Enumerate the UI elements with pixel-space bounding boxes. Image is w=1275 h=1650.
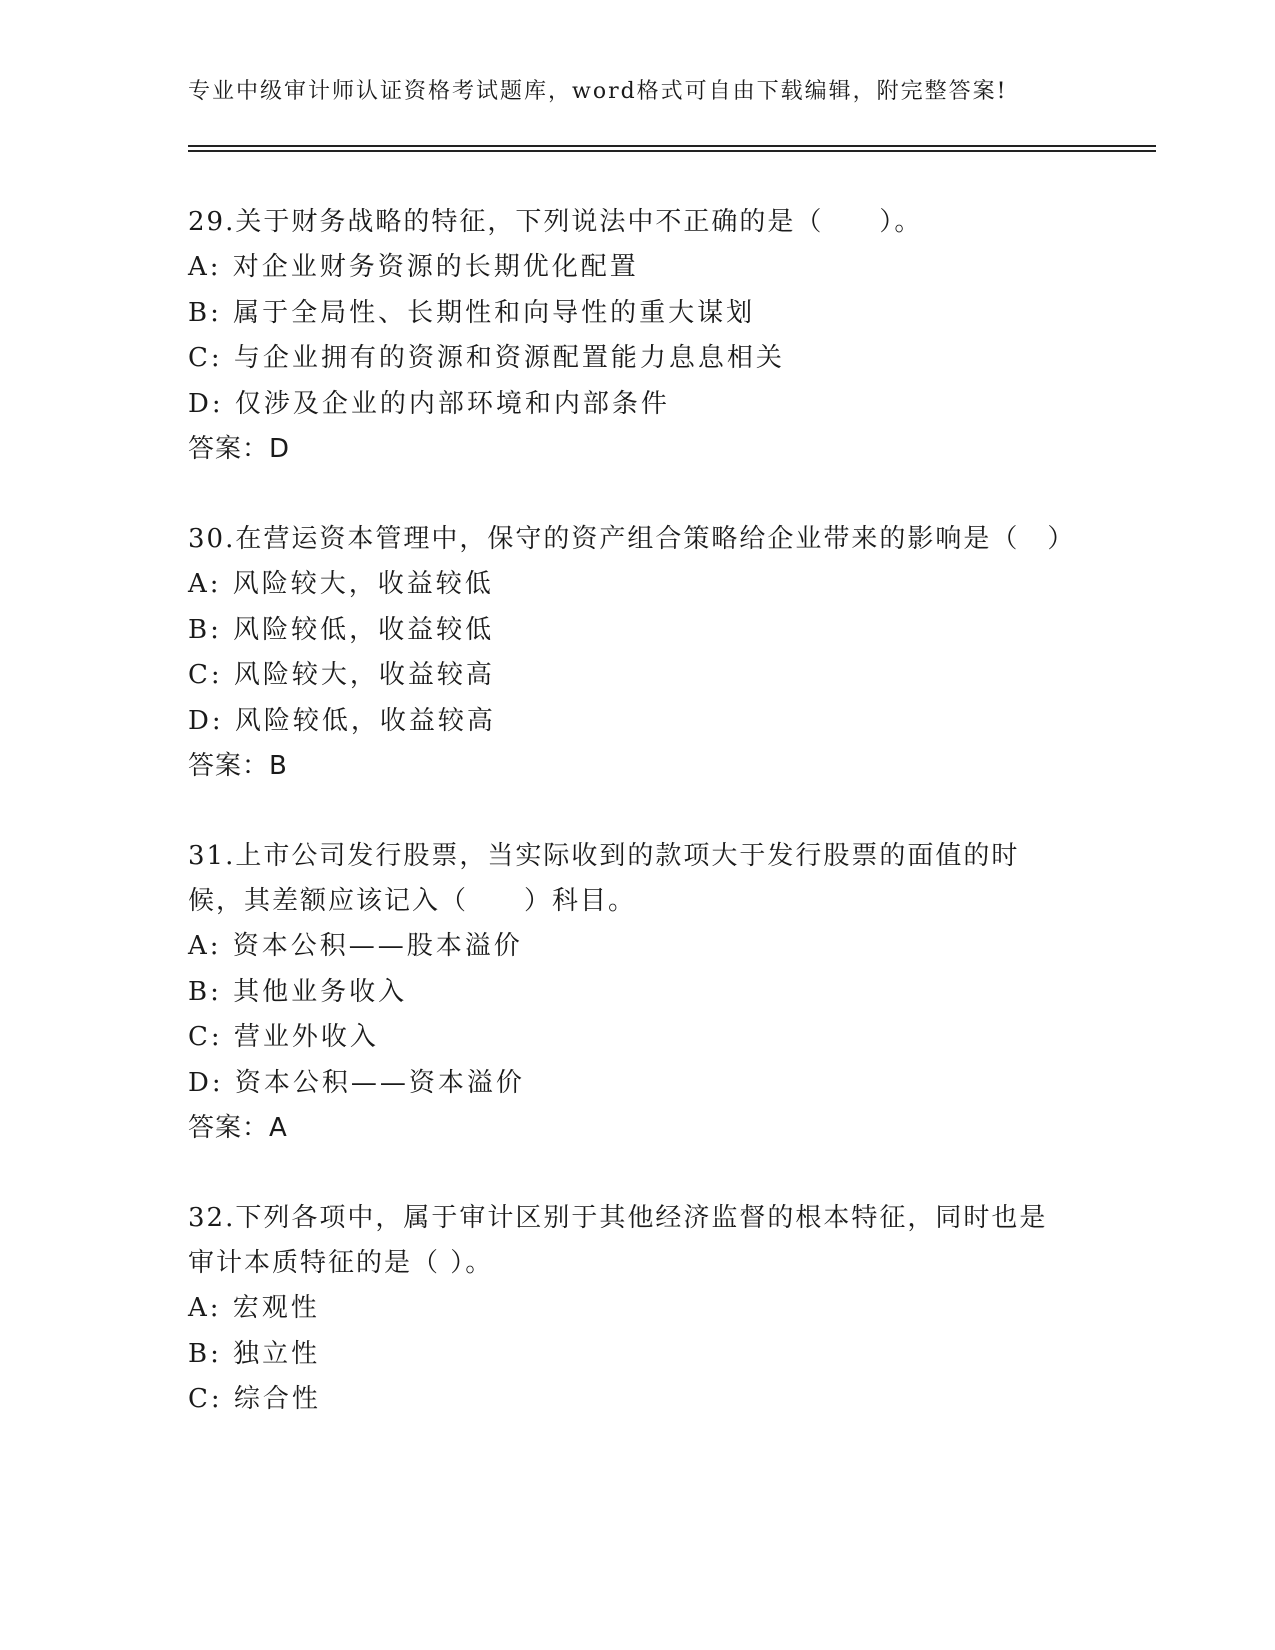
- option-b: B: 风险较低，收益较低: [188, 614, 495, 645]
- answer-label: 答案：A: [188, 1113, 288, 1143]
- page-header: 专业中级审计师认证资格考试题库，word格式可自由下载编辑，附完整答案!: [188, 79, 1008, 104]
- option-b: B: 独立性: [188, 1338, 321, 1369]
- option-a: A: 宏观性: [188, 1293, 320, 1323]
- option-a: A: 对企业财务资源的长期优化配置: [188, 252, 639, 282]
- question-29: [188, 200, 1068, 472]
- option-c: C: 营业外收入: [188, 1022, 379, 1052]
- option-b: B: 属于全局性、长期性和向导性的重大谋划: [188, 297, 756, 328]
- question-32: [188, 1196, 1068, 1423]
- question-stem: 32.下列各项中，属于审计区别于其他经济监督的根本特征，同时也是审计本质特征的是（ ）。: [188, 1203, 1048, 1278]
- option-d: D: 风险较低，收益较高: [188, 705, 496, 736]
- answer-label: 答案：D: [188, 434, 291, 464]
- option-c: C: 风险较大，收益较高: [188, 660, 495, 690]
- question-stem: 31.上市公司发行股票，当实际收到的款项大于发行股票的面值的时候，其差额应该记入（ ）科目。: [188, 841, 1020, 916]
- option-a: A: 风险较大，收益较低: [188, 569, 494, 599]
- question-list: [188, 200, 1076, 1468]
- header-divider: [188, 145, 1156, 152]
- option-b: B: 其他业务收入: [188, 976, 408, 1007]
- option-d: D: 仅涉及企业的内部环境和内部条件: [188, 388, 670, 419]
- option-a: A: 资本公积——股本溢价: [188, 931, 523, 961]
- answer-label: 答案：B: [188, 751, 288, 781]
- question-30: [188, 517, 1076, 789]
- question-stem: 29.关于财务战略的特征，下列说法中不正确的是（ ）。: [188, 207, 923, 237]
- option-c: C: 综合性: [188, 1384, 321, 1414]
- question-31: [188, 834, 1068, 1151]
- option-c: C: 与企业拥有的资源和资源配置能力息息相关: [188, 343, 785, 373]
- option-d: D: 资本公积——资本溢价: [188, 1067, 525, 1098]
- question-stem: 30.在营运资本管理中，保守的资产组合策略给企业带来的影响是（ ）: [188, 524, 1076, 554]
